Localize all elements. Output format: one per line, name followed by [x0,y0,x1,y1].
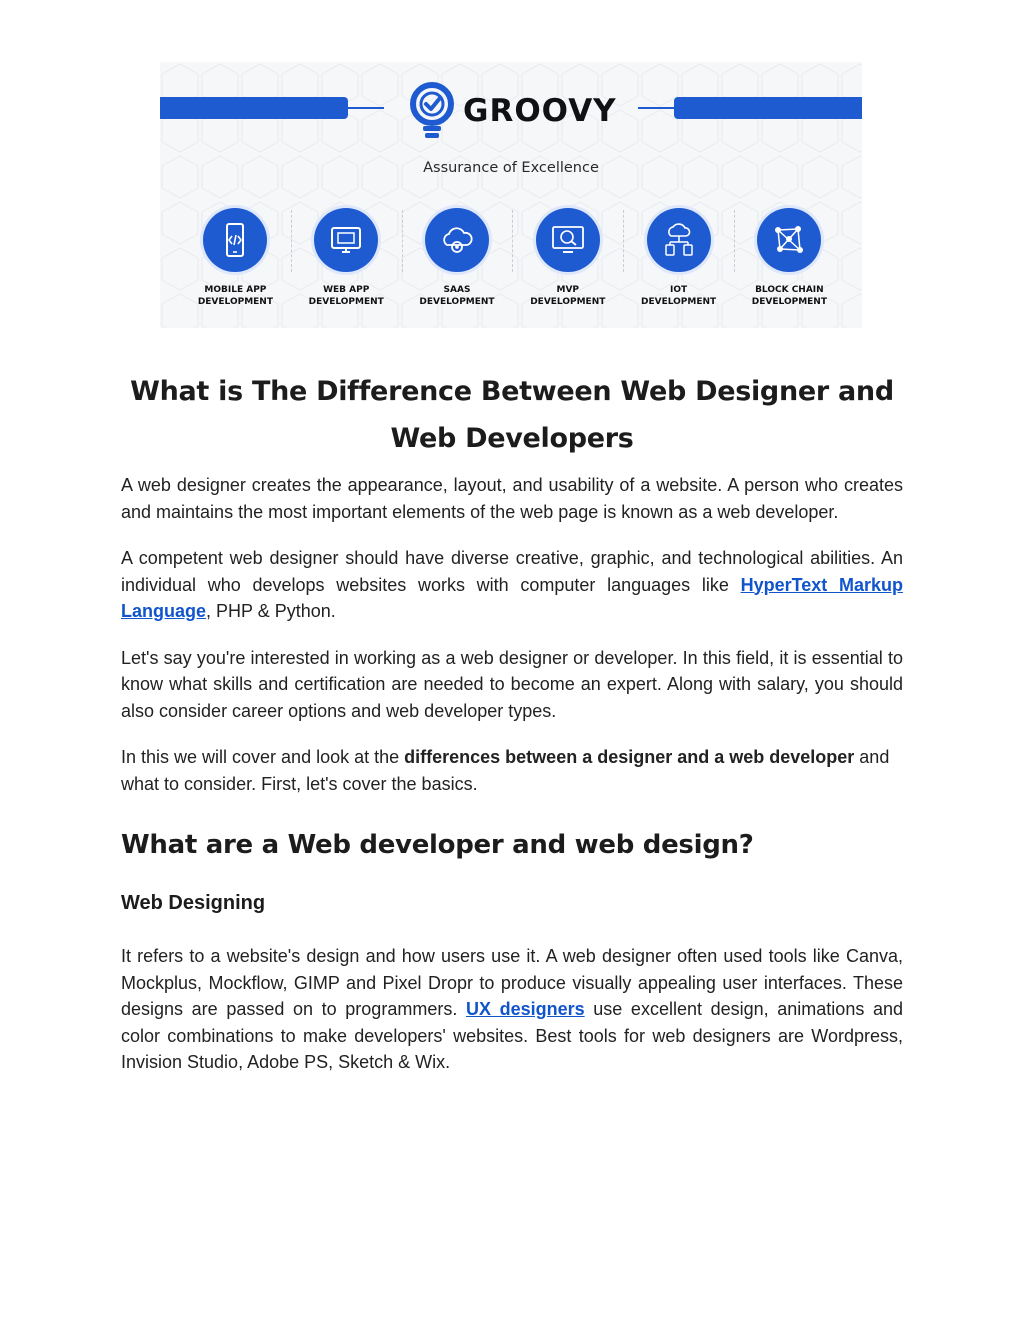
hypertext-markup-language-link[interactable]: HyperText Markup Language [121,574,903,621]
paragraph-abilities: A competent web designer should have diverse creative, graphic, and technological abilities. An individual who develops websites works with computer languages like HyperText Markup Language, PHP & Python. [121,548,903,621]
groovy-logo [407,80,617,142]
cloud-gear-icon [438,221,476,259]
brand-name: GROOVY [463,93,617,129]
service-label: BLOCK CHAIN DEVELOPMENT [751,285,827,307]
article-title: What is The Difference Between Web Designer and Web Developers [130,376,894,454]
service-label: MVP DEVELOPMENT [530,285,606,307]
lightbulb-check-icon [407,81,457,141]
service-mobile-app [180,202,291,312]
service-mvp [512,202,623,312]
mobile-code-icon [216,221,254,259]
paragraph-intro: A web designer creates the appearance, layout, and usability of a website. A person who creates and maintains the most important elements of the web page is known as a web developer. [121,475,903,522]
service-label: WEB APP DEVELOPMENT [308,285,384,307]
subsection-heading-web-designing: Web Designing [121,892,266,914]
bold-differences-text: differences between a designer and a web developer [404,747,855,767]
iot-cloud-devices-icon [660,221,698,259]
blockchain-network-icon [770,221,808,259]
service-label: MOBILE APP DEVELOPMENT [197,285,273,307]
paragraph-career: Let's say you're interested in working as a web designer or developer. In this field, it is essential to know what skills and certification are needed to become an expert. Along with salary, you should also consider career options and web developer types. [121,647,903,721]
service-iot [623,202,734,312]
services-row [180,202,845,312]
banner-line-left [348,107,384,109]
mvp-monitor-icon [549,221,587,259]
article [121,368,903,1076]
web-app-icon [327,221,365,259]
hero-banner [160,62,862,328]
service-web-app [291,202,402,312]
service-saas [402,202,513,312]
banner-bar-right [674,97,862,119]
paragraph-overview: In this we will cover and look at the differences between a designer and a web developer and what to consider. First, let's cover the basics. [121,747,890,794]
banner-bar-left [160,97,348,119]
banner-line-right [638,107,674,109]
ux-designers-link[interactable]: UX designers [465,999,585,1019]
service-label: SAAS DEVELOPMENT [419,285,495,307]
section-heading: What are a Web developer and web design? [121,830,754,860]
paragraph-web-designing: It refers to a website's design and how users use it. A web designer often used tools like Canva, Mockplus, Mockflow, GIMP and Pixel Dropr to produce visually appealing user interfaces. These designs are passed on to programmers. UX designers use excellent design, animations and color combinations to make developers' websites. Best tools for web designers are Wordpress, Invision Studio, Adobe PS, Sketch & Wix. [121,946,903,1072]
service-label: IOT DEVELOPMENT [641,285,717,307]
service-blockchain [734,202,845,312]
tagline: Assurance of Excellence [423,160,599,176]
